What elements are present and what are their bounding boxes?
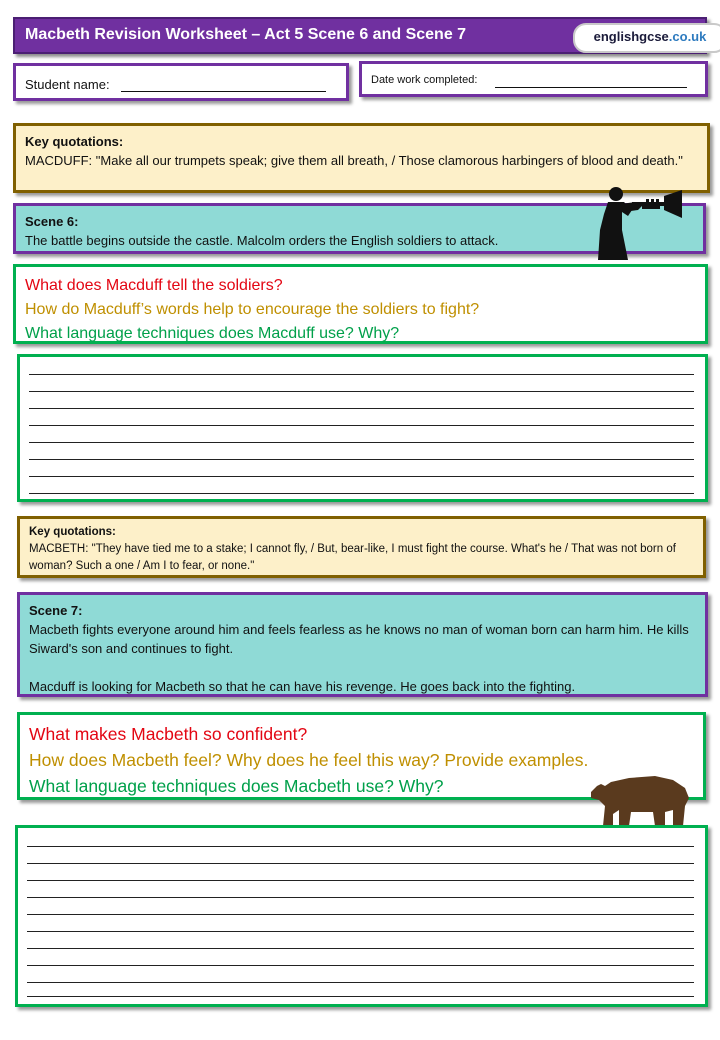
- key-quotation-macbeth: MACBETH: "They have tied me to a stake; I cannot fly, / But, bear-like, I must fight the course. What's he / That was not born of woman? Such a one / Am I to fear, or none.": [29, 543, 676, 572]
- question-scene-6-2: How do Macduff’s words help to encourage the soldiers to fight?: [25, 301, 480, 318]
- answer-line: [29, 408, 694, 409]
- scene-7-heading: Scene 7:: [29, 603, 83, 618]
- key-quotation-macduff: MACDUFF: "Make all our trumpets speak; give them all breath, / Those clamorous harbingers of blood and death.": [25, 153, 683, 168]
- question-box-scene-6: [13, 264, 708, 344]
- key-quotations-box-2: [17, 516, 706, 578]
- date-completed-field[interactable]: [495, 87, 687, 88]
- answer-line: [27, 948, 694, 949]
- question-scene-7-3: What language techniques does Macbeth use? Why?: [29, 776, 444, 796]
- question-scene-6-1: What does Macduff tell the soldiers?: [25, 277, 283, 294]
- answer-line: [27, 880, 694, 881]
- answer-line: [27, 897, 694, 898]
- answer-line: [29, 459, 694, 460]
- answer-line: [29, 476, 694, 477]
- date-completed-label: Date work completed:: [371, 74, 478, 86]
- date-completed-box: [359, 61, 708, 97]
- question-scene-7-2: How does Macbeth feel? Why does he feel this way? Provide examples.: [29, 750, 589, 770]
- answer-line: [27, 846, 694, 847]
- student-name-label: Student name:: [25, 77, 110, 92]
- student-name-box: [13, 63, 349, 101]
- answer-line: [27, 996, 694, 997]
- answer-line: [29, 425, 694, 426]
- key-quotations-heading-1: Key quotations:: [25, 134, 124, 149]
- worksheet-title: Macbeth Revision Worksheet – Act 5 Scene 6 and Scene 7: [25, 26, 467, 43]
- answer-line: [29, 374, 694, 375]
- answer-box-scene-6[interactable]: [17, 354, 708, 502]
- student-name-field[interactable]: [121, 91, 326, 92]
- answer-line: [29, 391, 694, 392]
- scene-7-paragraph-1: Macbeth fights everyone around him and feels fearless as he knows no man of woman born can harm him. He kills Siward's son and continues to fight.: [29, 622, 689, 656]
- scene-7-summary-box: [17, 592, 708, 697]
- site-logo[interactable]: [573, 23, 720, 53]
- title-bar: [13, 17, 707, 54]
- answer-line: [27, 914, 694, 915]
- answer-line: [29, 493, 694, 494]
- scene-6-text: The battle begins outside the castle. Malcolm orders the English soldiers to attack.: [25, 233, 499, 248]
- key-quotations-heading-2: Key quotations:: [29, 526, 116, 538]
- logo-text-main: englishgcse: [593, 29, 669, 44]
- answer-line: [27, 965, 694, 966]
- answer-line: [27, 863, 694, 864]
- trumpeter-silhouette-icon: [592, 182, 684, 260]
- answer-box-scene-7[interactable]: [15, 825, 708, 1007]
- logo-text-domain: .co.uk: [668, 29, 707, 44]
- scene-7-paragraph-2: Macduff is looking for Macbeth so that he can have his revenge. He goes back into the fighting.: [29, 679, 576, 694]
- answer-line: [29, 442, 694, 443]
- answer-line: [27, 982, 694, 983]
- question-scene-7-1: What makes Macbeth so confident?: [29, 724, 308, 744]
- answer-line: [27, 931, 694, 932]
- question-scene-6-3: What language techniques does Macduff use? Why?: [25, 325, 400, 342]
- bear-silhouette-icon: [585, 770, 695, 828]
- scene-6-heading: Scene 6:: [25, 214, 79, 229]
